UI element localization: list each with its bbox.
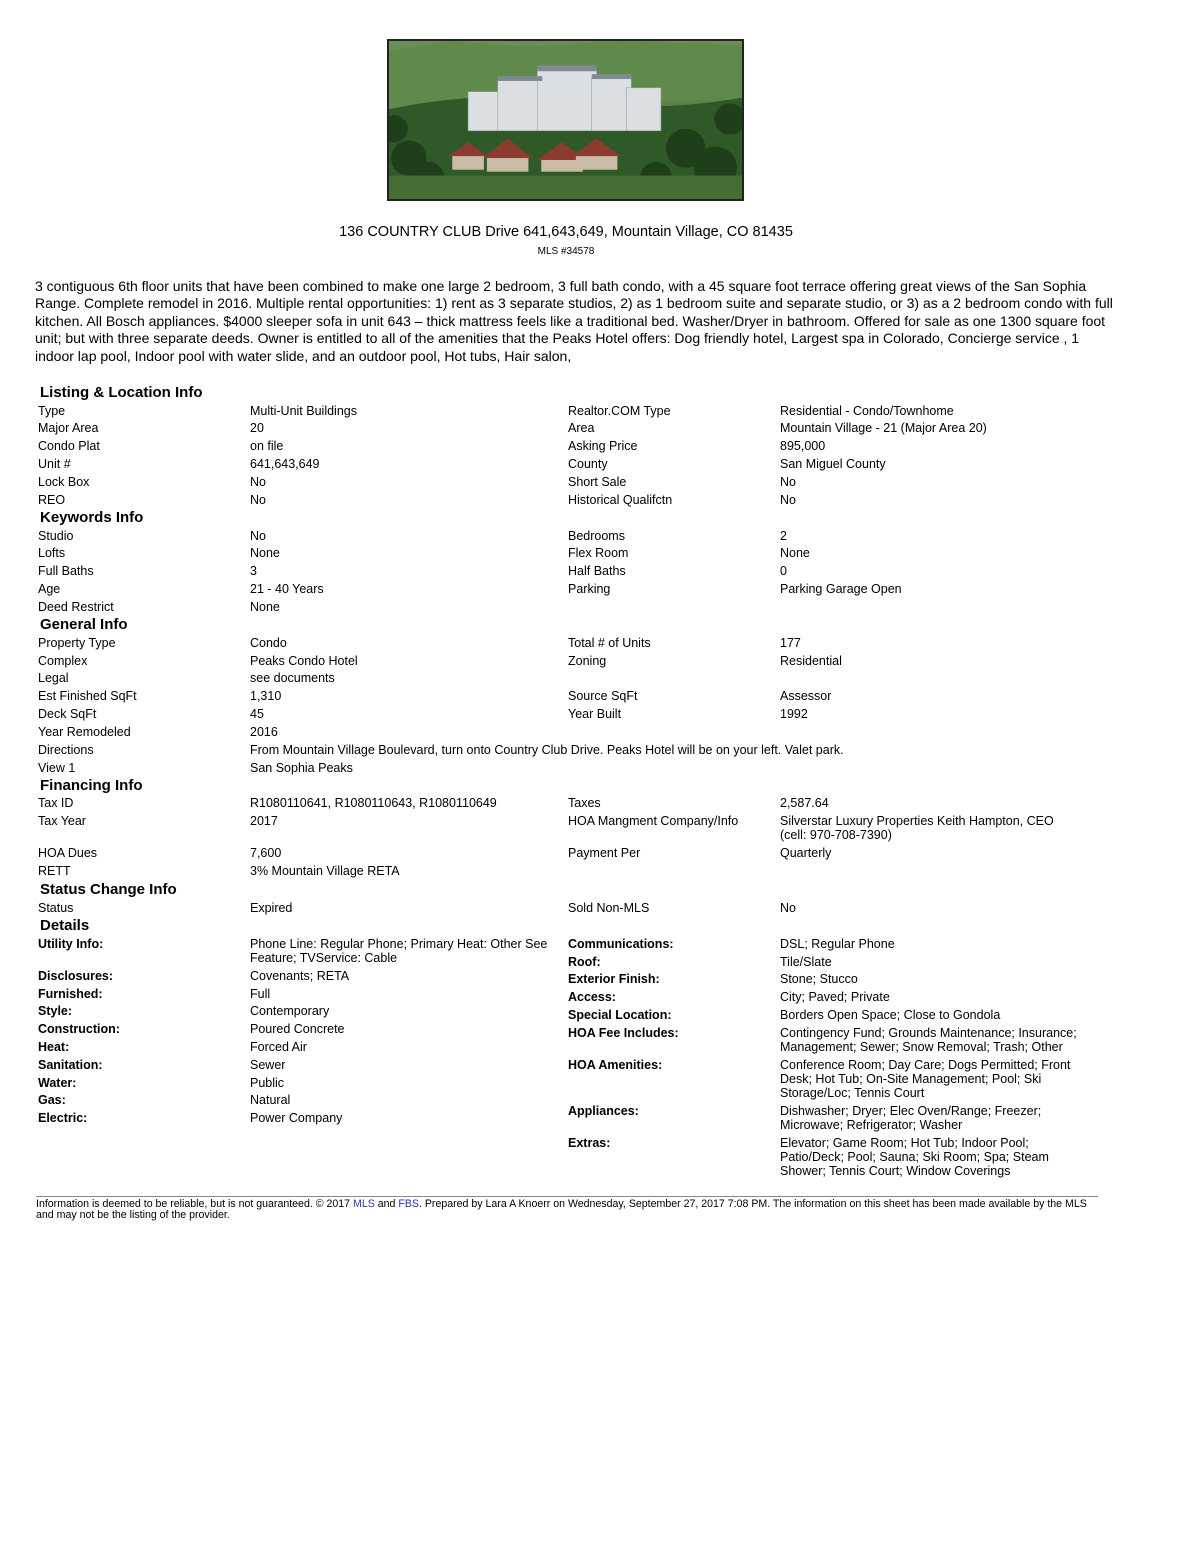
label-lock-box: Lock Box [38, 475, 90, 489]
value-furnished: Full [250, 987, 271, 1001]
label-full-baths: Full Baths [38, 564, 94, 578]
value-reo: No [250, 493, 266, 507]
value-payment-per: Quarterly [780, 846, 832, 860]
value-studio: No [250, 529, 266, 543]
label-age: Age [38, 582, 61, 596]
section-title-financing: Financing Info [40, 777, 143, 794]
fbs-link[interactable]: FBS [398, 1198, 419, 1210]
label-year-remodeled: Year Remodeled [38, 725, 131, 739]
value-utility-info: Phone Line: Regular Phone; Primary Heat: Other See Feature; TVService: Cable [250, 937, 548, 965]
section-title-keywords: Keywords Info [40, 509, 144, 526]
label-year-built: Year Built [568, 707, 622, 721]
value-full-baths: 3 [250, 564, 257, 578]
value-condo-plat: on file [250, 439, 284, 453]
value-asking-price: 895,000 [780, 439, 826, 453]
label-special-location: Special Location: [568, 1008, 672, 1022]
value-rett: 3% Mountain Village RETA [250, 864, 400, 878]
value-directions: From Mountain Village Boulevard, turn onto Country Club Drive. Peaks Hotel will be on your left. Valet park. [250, 743, 844, 757]
value-hoa-dues: 7,600 [250, 846, 282, 860]
label-unit: Unit # [38, 457, 71, 471]
label-sold-non-mls: Sold Non-MLS [568, 901, 650, 915]
label-reo: REO [38, 493, 66, 507]
mls-link[interactable]: MLS [353, 1198, 375, 1210]
hotel-photo [387, 39, 744, 201]
label-payment-per: Payment Per [568, 846, 641, 860]
footer-text-2: and [374, 1198, 399, 1210]
value-legal: see documents [250, 671, 335, 685]
property-description: 3 contiguous 6th floor units that have been combined to make one large 2 bedroom, 3 full bath condo, with a 45 square foot terrace offering great views of the San Sophia Range. Complete remodel in 2016. Multiple rental opportunities: 1) rent as 3 separate studios, 2) as 1 bedroom suite and separate studio, or 3) as a 2 bedroom condo with full kitchen. All Bosch appliances. $4000 sleeper sofa in unit 643 – thick mattress feels like a traditional bed. Washer/Dryer in bathroom. Offered for sale as one 1300 square foot unit; but with three separate deeds. Owner is entitled to all of the amenities that the Peaks Hotel offers: Dog friendly hotel, Largest spa in Colorado, Concierge service , 1 indoor lap pool, Indoor pool with water slide, and an outdoor pool, Hot tubs, Hair salon, [35, 278, 1113, 364]
label-property-type: Property Type [38, 636, 116, 650]
label-water: Water: [38, 1076, 77, 1090]
value-major-area: 20 [250, 421, 264, 435]
value-special-location: Borders Open Space; Close to Gondola [780, 1008, 1001, 1022]
label-disclosures: Disclosures: [38, 969, 114, 983]
label-deck-sqft: Deck SqFt [38, 707, 97, 721]
label-hoa-fee-includes: HOA Fee Includes: [568, 1026, 679, 1040]
value-style: Contemporary [250, 1004, 330, 1018]
section-title-details: Details [40, 917, 90, 934]
value-hoa-amenities: Conference Room; Day Care; Dogs Permitted; Front Desk; Hot Tub; On-Site Management; Pool; Ski Storage/Loc; Tennis Court [780, 1058, 1071, 1100]
value-water: Public [250, 1076, 285, 1090]
value-status: Expired [250, 901, 293, 915]
value-hoa-company: Silverstar Luxury Properties Keith Hampton, CEO (cell: 970-708-7390) [780, 814, 1054, 842]
value-source-sqft: Assessor [780, 689, 832, 703]
value-total-units: 177 [780, 636, 801, 650]
label-status: Status [38, 901, 74, 915]
value-short-sale: No [780, 475, 796, 489]
section-title-status: Status Change Info [40, 881, 177, 898]
value-sanitation: Sewer [250, 1058, 286, 1072]
label-appliances: Appliances: [568, 1104, 639, 1118]
footer-text-1: Information is deemed to be reliable, but is not guaranteed. © 2017 [36, 1198, 353, 1210]
label-access: Access: [568, 990, 616, 1004]
label-studio: Studio [38, 529, 74, 543]
label-realtor-type: Realtor.COM Type [568, 404, 671, 418]
value-extras: Elevator; Game Room; Hot Tub; Indoor Pool; Patio/Deck; Pool; Sauna; Ski Room; Spa; Steam Shower; Tennis Court; Window Coverings [780, 1136, 1049, 1178]
value-year-built: 1992 [780, 707, 808, 721]
value-parking: Parking Garage Open [780, 582, 902, 596]
value-est-sqft: 1,310 [250, 689, 282, 703]
value-exterior-finish: Stone; Stucco [780, 972, 858, 986]
label-complex: Complex [38, 654, 88, 668]
label-historical: Historical Qualifctn [568, 493, 673, 507]
label-major-area: Major Area [38, 421, 99, 435]
value-county: San Miguel County [780, 457, 886, 471]
value-access: City; Paved; Private [780, 990, 890, 1004]
value-heat: Forced Air [250, 1040, 307, 1054]
value-tax-year: 2017 [250, 814, 278, 828]
value-historical: No [780, 493, 796, 507]
label-legal: Legal [38, 671, 69, 685]
label-county: County [568, 457, 608, 471]
value-lofts: None [250, 546, 280, 560]
value-electric: Power Company [250, 1111, 343, 1125]
label-source-sqft: Source SqFt [568, 689, 638, 703]
value-zoning: Residential [780, 654, 842, 668]
label-sanitation: Sanitation: [38, 1058, 103, 1072]
label-tax-id: Tax ID [38, 796, 74, 810]
value-deed-restrict: None [250, 600, 280, 614]
label-short-sale: Short Sale [568, 475, 627, 489]
label-condo-plat: Condo Plat [38, 439, 100, 453]
value-view: San Sophia Peaks [250, 761, 353, 775]
label-furnished: Furnished: [38, 987, 103, 1001]
label-communications: Communications: [568, 937, 674, 951]
value-lock-box: No [250, 475, 266, 489]
value-unit: 641,643,649 [250, 457, 320, 471]
label-type: Type [38, 404, 66, 418]
label-utility-info: Utility Info: [38, 937, 104, 951]
value-year-remodeled: 2016 [250, 725, 278, 739]
value-complex: Peaks Condo Hotel [250, 654, 358, 668]
footer-disclaimer [36, 1199, 1101, 1220]
value-age: 21 - 40 Years [250, 582, 324, 596]
value-flex-room: None [780, 546, 810, 560]
label-gas: Gas: [38, 1093, 66, 1107]
value-gas: Natural [250, 1093, 291, 1107]
label-hoa-dues: HOA Dues [38, 846, 98, 860]
footer-divider [36, 1196, 1098, 1197]
value-disclosures: Covenants; RETA [250, 969, 350, 983]
label-asking-price: Asking Price [568, 439, 638, 453]
section-title-general: General Info [40, 616, 128, 633]
value-area: Mountain Village - 21 (Major Area 20) [780, 421, 987, 435]
value-type: Multi-Unit Buildings [250, 404, 357, 418]
label-zoning: Zoning [568, 654, 607, 668]
value-half-baths: 0 [780, 564, 787, 578]
value-construction: Poured Concrete [250, 1022, 345, 1036]
value-taxes: 2,587.64 [780, 796, 829, 810]
label-half-baths: Half Baths [568, 564, 626, 578]
label-deed-restrict: Deed Restrict [38, 600, 114, 614]
value-appliances: Dishwasher; Dryer; Elec Oven/Range; Freezer; Microwave; Refrigerator; Washer [780, 1104, 1042, 1132]
label-roof: Roof: [568, 955, 601, 969]
label-rett: RETT [38, 864, 71, 878]
label-extras: Extras: [568, 1136, 611, 1150]
label-style: Style: [38, 1004, 73, 1018]
value-hoa-fee-includes: Contingency Fund; Grounds Maintenance; Insurance; Management; Sewer; Snow Removal; Trash; Other [780, 1026, 1077, 1054]
label-area: Area [568, 421, 595, 435]
label-taxes: Taxes [568, 796, 601, 810]
label-view: View 1 [38, 761, 76, 775]
label-lofts: Lofts [38, 546, 66, 560]
value-tax-id: R1080110641, R1080110643, R1080110649 [250, 796, 497, 810]
label-parking: Parking [568, 582, 611, 596]
value-roof: Tile/Slate [780, 955, 832, 969]
footer-text-3: . Prepared by Lara A Knoerr on Wednesday, September 27, 2017 7:08 PM. The information on this sheet has been made available by the MLS and may not be the listing of the provider. [36, 1198, 1087, 1221]
label-directions: Directions [38, 743, 94, 757]
value-communications: DSL; Regular Phone [780, 937, 895, 951]
value-bedrooms: 2 [780, 529, 787, 543]
label-construction: Construction: [38, 1022, 120, 1036]
label-est-sqft: Est Finished SqFt [38, 689, 137, 703]
label-bedrooms: Bedrooms [568, 529, 625, 543]
label-electric: Electric: [38, 1111, 88, 1125]
value-deck-sqft: 45 [250, 707, 264, 721]
value-realtor-type: Residential - Condo/Townhome [780, 404, 954, 418]
section-title-listing: Listing & Location Info [40, 384, 203, 401]
mls-number: MLS #34578 [537, 246, 595, 257]
label-exterior-finish: Exterior Finish: [568, 972, 660, 986]
label-flex-room: Flex Room [568, 546, 629, 560]
property-address: 136 COUNTRY CLUB Drive 641,643,649, Mountain Village, CO 81435 [339, 224, 793, 240]
label-heat: Heat: [38, 1040, 70, 1054]
value-property-type: Condo [250, 636, 287, 650]
value-sold-non-mls: No [780, 901, 796, 915]
label-tax-year: Tax Year [38, 814, 86, 828]
label-total-units: Total # of Units [568, 636, 651, 650]
hotel-photo-icon [389, 41, 742, 199]
label-hoa-company: HOA Mangment Company/Info [568, 814, 739, 828]
label-hoa-amenities: HOA Amenities: [568, 1058, 663, 1072]
